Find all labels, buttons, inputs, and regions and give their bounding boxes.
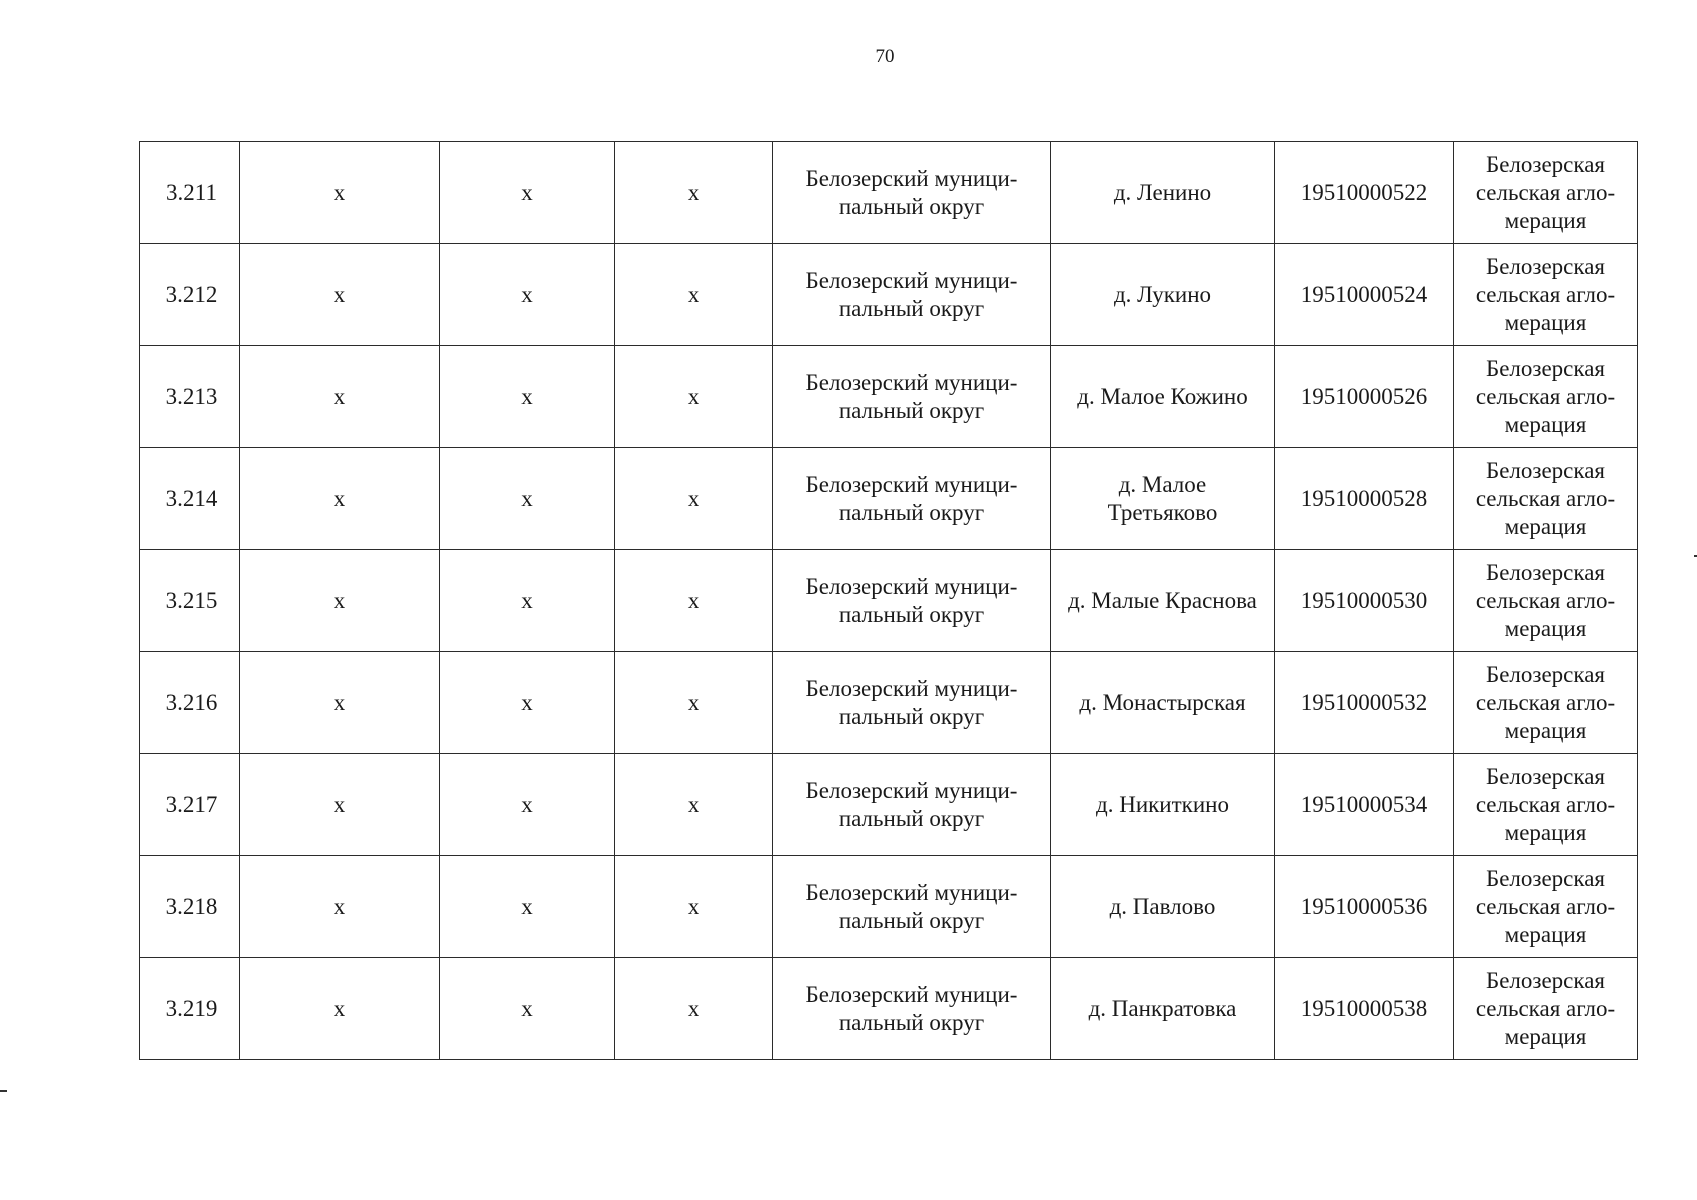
cell-row-number-text: 3.214 [165,485,218,511]
cell-row-number-text: 3.219 [165,995,218,1021]
cell-x-mark-text: x [521,791,533,817]
cell-x-mark [440,856,615,958]
cell-municipal-district-text: Белозерский муници- пальный округ [805,267,1018,321]
cell-x-mark-text: x [521,179,533,205]
cell-oktmo-code-text: 19510000538 [1300,995,1428,1021]
cell-oktmo-code [1275,346,1454,448]
cell-x-mark-text: x [521,995,533,1021]
cell-municipal-district [773,346,1051,448]
cell-row-number-text: 3.216 [165,689,218,715]
cell-x-mark [240,754,440,856]
cell-x-mark [615,652,773,754]
cell-oktmo-code [1275,142,1454,244]
cell-oktmo-code-text: 19510000534 [1300,791,1428,817]
cell-agglomeration-text: Белозерская сельская агло- мерация [1475,151,1616,233]
cell-x-mark-text: x [687,383,700,409]
cell-agglomeration-text: Белозерская сельская агло- мерация [1475,457,1616,539]
cell-agglomeration [1454,958,1638,1060]
cell-x-mark [615,448,773,550]
table-row [140,958,1638,1060]
cell-x-mark-text: x [333,485,346,511]
cell-x-mark-text: x [333,281,346,307]
cell-x-mark [615,754,773,856]
table-row [140,652,1638,754]
cell-municipal-district [773,244,1051,346]
cell-row-number [140,958,240,1060]
cell-oktmo-code [1275,550,1454,652]
cell-x-mark-text: x [687,995,700,1021]
cell-x-mark-text: x [687,689,700,715]
table-row [140,550,1638,652]
cell-x-mark [440,448,615,550]
cell-oktmo-code [1275,856,1454,958]
scan-edge-mark [0,1090,7,1092]
cell-agglomeration [1454,550,1638,652]
cell-row-number-text: 3.211 [166,179,217,205]
table-row [140,142,1638,244]
table-body [140,142,1638,1060]
cell-agglomeration [1454,142,1638,244]
cell-row-number-text: 3.212 [165,281,218,307]
cell-x-mark-text: x [687,281,700,307]
cell-x-mark [440,142,615,244]
cell-x-mark [615,550,773,652]
cell-oktmo-code-text: 19510000530 [1300,587,1428,613]
cell-municipal-district-text: Белозерский муници- пальный округ [805,879,1018,933]
cell-x-mark-text: x [521,587,533,613]
cell-settlement-name-text: д. Малые Краснова [1068,587,1257,613]
cell-row-number-text: 3.218 [165,893,218,919]
cell-oktmo-code [1275,754,1454,856]
table-row [140,856,1638,958]
cell-settlement-name-text: д. Малое Третьяково [1107,471,1218,525]
cell-oktmo-code-text: 19510000532 [1300,689,1428,715]
cell-municipal-district [773,856,1051,958]
cell-settlement-name [1051,448,1275,550]
cell-oktmo-code-text: 19510000522 [1300,179,1428,205]
cell-settlement-name [1051,754,1275,856]
cell-agglomeration [1454,652,1638,754]
cell-settlement-name-text: д. Никиткино [1096,791,1229,817]
cell-row-number [140,652,240,754]
cell-municipal-district-text: Белозерский муници- пальный округ [805,471,1018,525]
cell-row-number-text: 3.213 [165,383,218,409]
cell-x-mark [440,958,615,1060]
cell-agglomeration-text: Белозерская сельская агло- мерация [1475,559,1616,641]
table-row [140,754,1638,856]
table-row [140,244,1638,346]
cell-agglomeration [1454,346,1638,448]
cell-x-mark-text: x [521,485,533,511]
cell-x-mark [440,346,615,448]
table-row [140,346,1638,448]
cell-x-mark [240,244,440,346]
cell-oktmo-code-text: 19510000528 [1300,485,1428,511]
cell-agglomeration-text: Белозерская сельская агло- мерация [1475,865,1616,947]
cell-oktmo-code [1275,958,1454,1060]
cell-settlement-name-text: д. Павлово [1109,893,1216,919]
cell-x-mark [240,550,440,652]
cell-x-mark [615,244,773,346]
cell-row-number [140,142,240,244]
cell-municipal-district-text: Белозерский муници- пальный округ [805,369,1018,423]
cell-oktmo-code-text: 19510000526 [1300,383,1428,409]
cell-x-mark-text: x [333,791,346,817]
cell-row-number [140,244,240,346]
cell-municipal-district-text: Белозерский муници- пальный округ [805,165,1018,219]
cell-x-mark-text: x [521,893,533,919]
cell-settlement-name-text: д. Ленино [1113,179,1212,205]
cell-row-number [140,856,240,958]
cell-oktmo-code-text: 19510000536 [1300,893,1428,919]
cell-x-mark-text: x [687,893,700,919]
cell-agglomeration-text: Белозерская сельская агло- мерация [1475,355,1616,437]
table-row [140,448,1638,550]
cell-x-mark-text: x [521,383,533,409]
cell-municipal-district [773,142,1051,244]
cell-row-number [140,550,240,652]
cell-x-mark [240,856,440,958]
cell-row-number-text: 3.215 [165,587,218,613]
cell-municipal-district [773,550,1051,652]
cell-oktmo-code [1275,244,1454,346]
cell-x-mark [615,142,773,244]
cell-x-mark-text: x [521,689,533,715]
cell-row-number [140,448,240,550]
cell-oktmo-code [1275,448,1454,550]
cell-x-mark [440,754,615,856]
cell-x-mark [615,958,773,1060]
cell-x-mark [615,346,773,448]
settlements-table [139,141,1638,1060]
cell-x-mark [440,550,615,652]
cell-municipal-district-text: Белозерский муници- пальный округ [805,573,1018,627]
cell-municipal-district [773,652,1051,754]
cell-x-mark [240,652,440,754]
cell-settlement-name [1051,652,1275,754]
cell-municipal-district-text: Белозерский муници- пальный округ [805,777,1018,831]
cell-municipal-district [773,958,1051,1060]
cell-row-number [140,754,240,856]
cell-x-mark-text: x [333,383,346,409]
cell-x-mark [240,448,440,550]
cell-x-mark-text: x [333,995,346,1021]
cell-x-mark [440,244,615,346]
cell-x-mark-text: x [521,281,533,307]
cell-municipal-district-text: Белозерский муници- пальный округ [805,981,1018,1035]
cell-agglomeration-text: Белозерская сельская агло- мерация [1475,763,1616,845]
cell-x-mark-text: x [333,893,346,919]
cell-oktmo-code-text: 19510000524 [1300,281,1428,307]
cell-x-mark [440,652,615,754]
cell-row-number [140,346,240,448]
cell-x-mark-text: x [687,485,700,511]
cell-settlement-name [1051,550,1275,652]
cell-x-mark-text: x [687,791,700,817]
page-number: 70 [875,46,895,67]
cell-settlement-name-text: д. Монастырская [1079,689,1246,715]
cell-municipal-district-text: Белозерский муници- пальный округ [805,675,1018,729]
cell-settlement-name-text: д. Панкратовка [1088,995,1237,1021]
cell-settlement-name [1051,244,1275,346]
cell-settlement-name [1051,958,1275,1060]
cell-agglomeration-text: Белозерская сельская агло- мерация [1475,661,1616,743]
cell-x-mark [240,142,440,244]
cell-settlement-name-text: д. Лукино [1113,281,1212,307]
cell-agglomeration-text: Белозерская сельская агло- мерация [1475,253,1616,335]
cell-x-mark-text: x [687,179,700,205]
cell-municipal-district [773,448,1051,550]
cell-settlement-name-text: д. Малое Кожино [1077,383,1248,409]
cell-municipal-district [773,754,1051,856]
cell-x-mark [240,346,440,448]
cell-x-mark-text: x [687,587,700,613]
cell-x-mark-text: x [333,587,346,613]
cell-agglomeration-text: Белозерская сельская агло- мерация [1475,967,1616,1049]
cell-agglomeration [1454,244,1638,346]
cell-agglomeration [1454,448,1638,550]
cell-oktmo-code [1275,652,1454,754]
cell-x-mark-text: x [333,179,346,205]
cell-x-mark [240,958,440,1060]
cell-settlement-name [1051,856,1275,958]
cell-row-number-text: 3.217 [165,791,218,817]
cell-x-mark-text: x [333,689,346,715]
cell-agglomeration [1454,754,1638,856]
cell-settlement-name [1051,346,1275,448]
cell-settlement-name [1051,142,1275,244]
cell-agglomeration [1454,856,1638,958]
cell-x-mark [615,856,773,958]
